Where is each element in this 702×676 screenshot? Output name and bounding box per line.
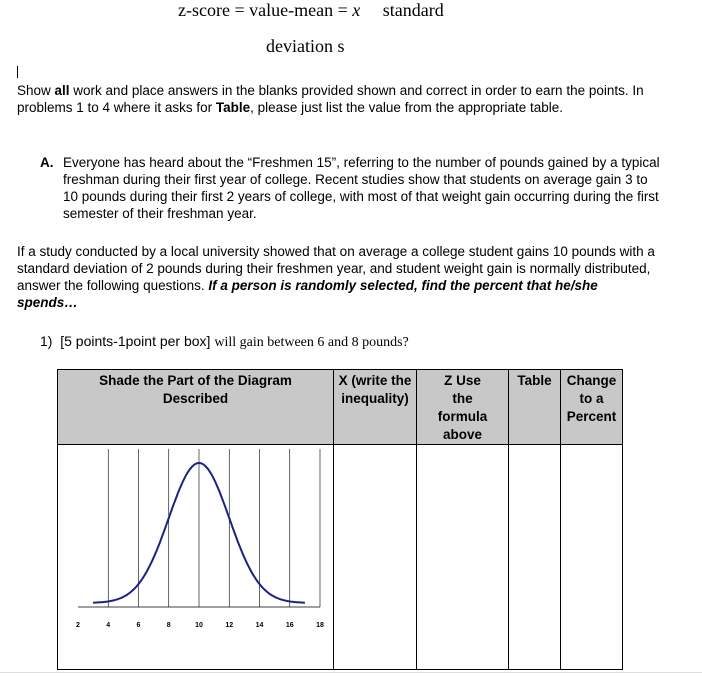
answer-z-cell[interactable] xyxy=(417,445,509,670)
study-paragraph: If a study conducted by a local university showed that on average a college student gains 10 pounds with a standard deviation of 2 pounds during their freshmen year, and student weight gain is normally distributed, answer the following questions. If a person is randomly selected, find the percent that he/she spends… xyxy=(17,244,655,310)
x-tick-label: 16 xyxy=(285,622,294,629)
x-tick-label: 10 xyxy=(195,622,203,629)
header-percent: Change to a Percent xyxy=(561,370,623,445)
shade-diagram-cell[interactable] xyxy=(58,445,334,670)
formula-standard: standard xyxy=(382,0,444,20)
header-table: Table xyxy=(509,370,561,445)
formula-x: x xyxy=(352,0,361,20)
x-tick-label: 14 xyxy=(255,622,264,629)
normal-curve-diagram xyxy=(58,445,333,664)
x-tick-label: 6 xyxy=(136,622,141,629)
x-tick-label: 18 xyxy=(316,622,324,629)
formula-denominator: deviation s xyxy=(266,36,345,56)
x-tick-label: 8 xyxy=(166,622,171,629)
header-z: Z Use the formula above xyxy=(417,370,509,445)
z-score-formula: z-score = value-mean = x standard xyxy=(178,0,444,20)
question-1: 1) [5 points-1point per box] will gain between 6 and 8 pounds? xyxy=(40,333,409,350)
problem-a-label: A. xyxy=(40,155,54,170)
z-score-label: z-score xyxy=(178,0,230,20)
page-bottom-rule xyxy=(0,672,702,673)
answer-percent-cell[interactable] xyxy=(561,445,623,670)
instructions: Show all work and place answers in the blanks provided shown and correct in order to earn the points. In problems 1 to 4 where it asks for Table, please just list the value from the appropriate table. xyxy=(17,83,644,115)
study-emphasis: If a person is randomly selected, find the percent that he/she spends… xyxy=(17,278,598,310)
x-tick-label: 12 xyxy=(225,622,234,629)
formula-numerator: value-mean xyxy=(249,0,334,20)
answer-x-cell[interactable] xyxy=(334,445,417,670)
problem-a-text: Everyone has heard about the “Freshmen 15”, referring to the number of pounds gained by a typical freshman during their first year of college. Recent studies show that students on average gain 3 to 10 pounds during their first 2 years of college, with most of that weight gain occurring during the first semester of their freshman year. xyxy=(63,155,660,221)
answer-table-cell[interactable] xyxy=(509,445,561,670)
problem-a xyxy=(40,154,660,222)
header-shade: Shade the Part of the Diagram Described xyxy=(58,370,334,445)
header-x: X (write the inequality) xyxy=(334,370,417,445)
answer-table xyxy=(57,369,623,670)
x-tick-label: 2 xyxy=(76,622,80,629)
x-tick-label: 4 xyxy=(106,622,111,629)
text-cursor xyxy=(17,66,18,78)
